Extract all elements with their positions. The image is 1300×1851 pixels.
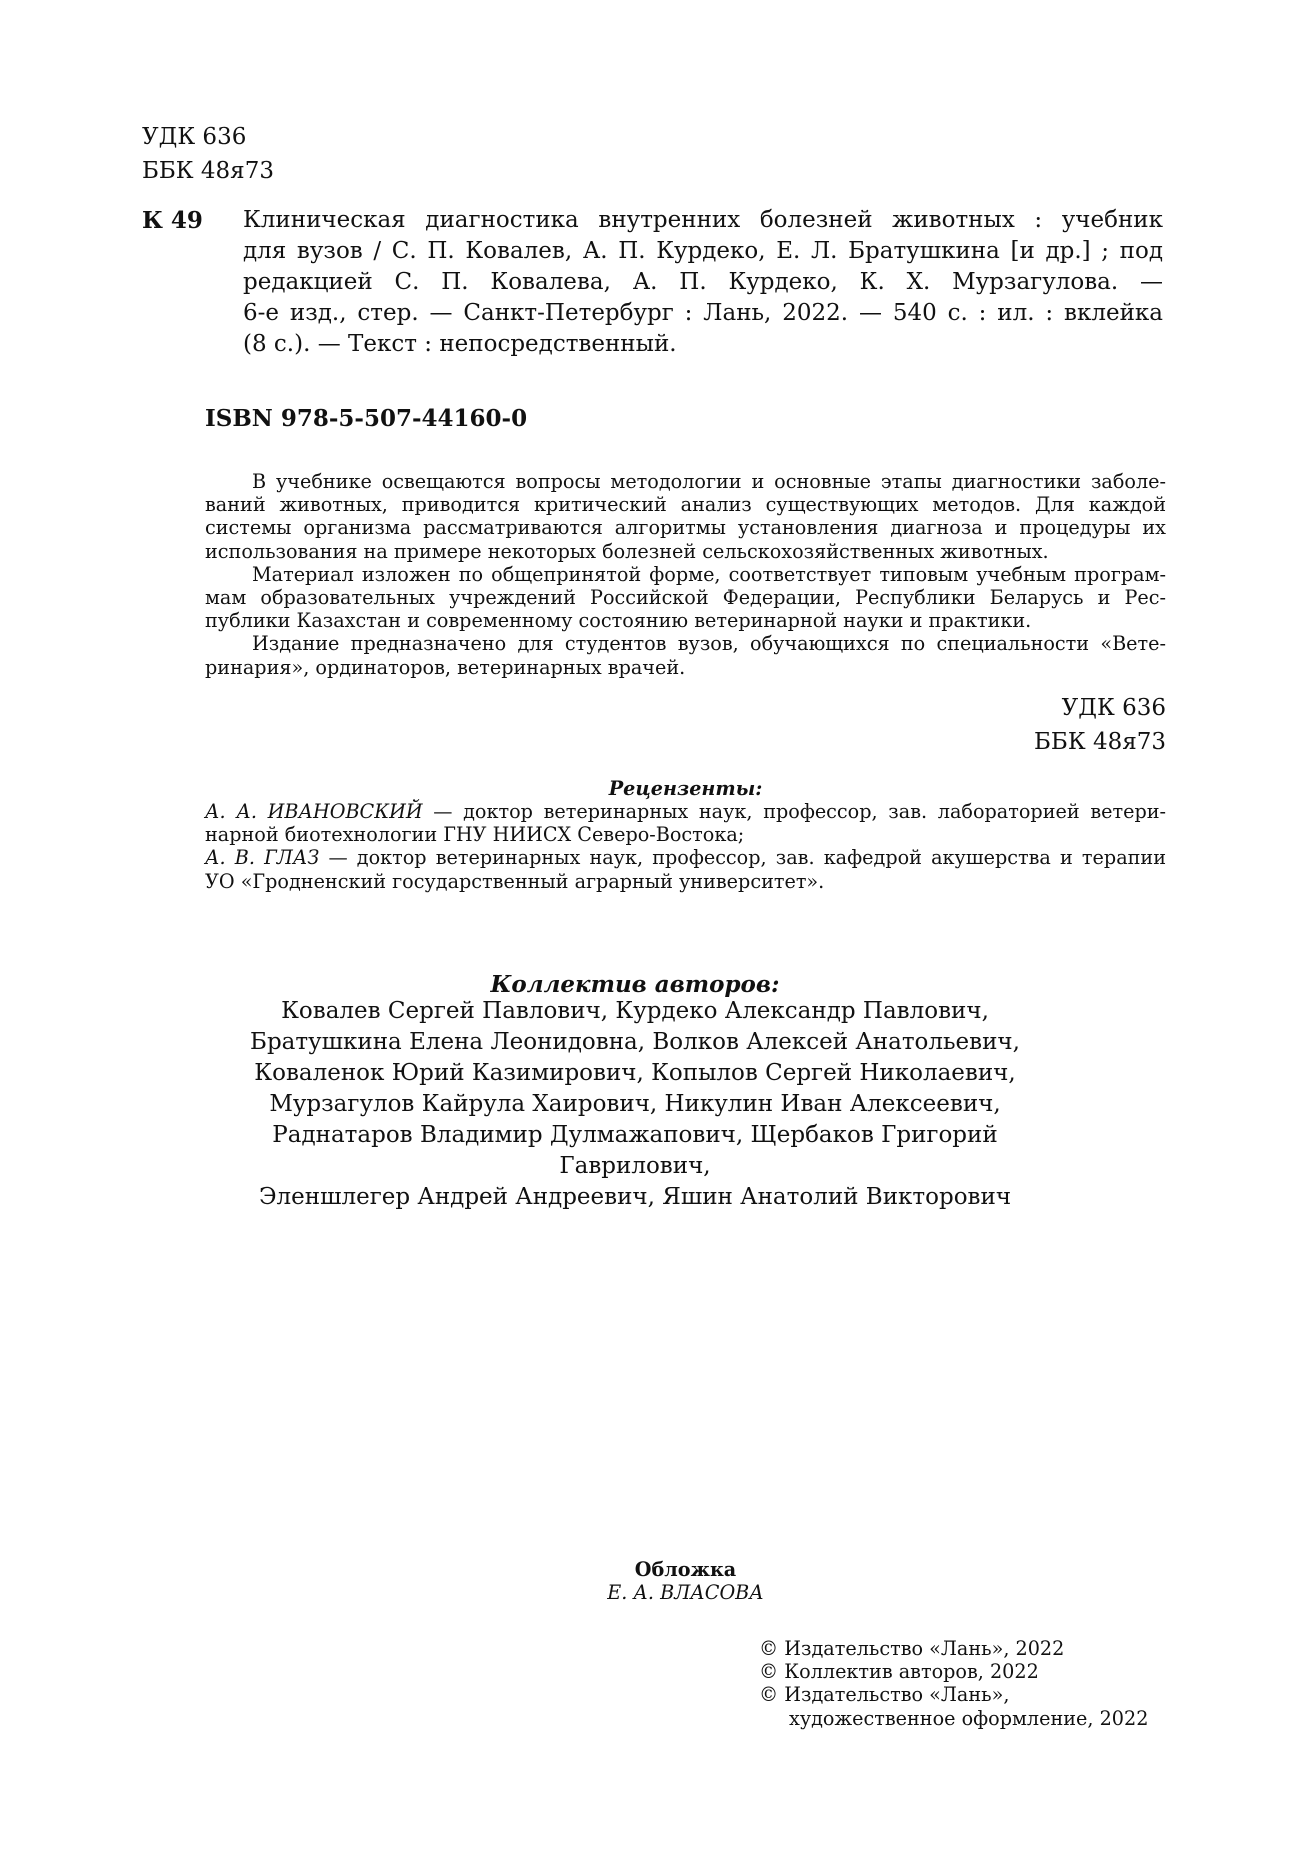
reviewer-name: А. А. ИВАНОВСКИЙ [205,800,423,823]
isbn: ISBN 978-5-507-44160-0 [205,405,528,432]
abstract-line: Издание предназначено для студентов вузов, обучающихся по специальности «Вете- [252,632,1166,656]
abstract-line: Материал изложен по общепринятой форме, соответствует типовым учебным програм- [252,562,1166,586]
authors-line: Эленшлегер Андрей Андреевич, Яшин Анатолий Викторович [258,1184,1012,1210]
catalog-code: К 49 [142,207,203,234]
reviewer-name: А. В. ГЛАЗ [205,846,320,870]
catalog-line: (8 с.). — Текст : непосредственный. [243,331,677,357]
reviewer-desc: — доктор ветеринарных наук, профессор, зав. лабораторией ветери- [422,800,1166,823]
reviewers-title: Рецензенты: [608,777,763,800]
header-bbk: ББК 48я73 [142,158,274,184]
reviewer-entry [205,846,1166,869]
authors-title: Коллектив авторов: [490,971,780,998]
copyright-line: художественное оформление, 2022 [789,1706,1149,1730]
authors-line: Мурзагулов Кайрула Хаирович, Никулин Иван Алексеевич, [269,1091,1001,1117]
copyright-line: © Издательство «Лань», 2022 [759,1637,1065,1660]
abstract-line: системы организма рассматриваются алгоритмы установления диагноза и процедуры их [205,516,1166,540]
abstract-line: публики Казахстан и современному состоянию ветеринарной науки и практики. [205,609,1032,633]
catalog-line: 6-е изд., стер. — Санкт-Петербург : Лань, 2022. — 540 с. : ил. : вклейка [243,300,1163,326]
catalog-description [243,205,1163,360]
reviewer-desc-cont: УО «Гродненский государственный аграрный университет». [205,869,825,893]
copyright [759,1637,1179,1730]
authors-line: Ковалев Сергей Павлович, Курдеко Александр Павлович, [281,998,989,1024]
cover-title: Обложка [634,1558,737,1581]
catalog-line: редакцией С. П. Ковалева, А. П. Курдеко, К. Х. Мурзагулова. — [243,269,1163,295]
authors-line: Коваленок Юрий Казимирович, Копылов Сергей Николаевич, [254,1060,1016,1086]
copyright-line: © Коллектив авторов, 2022 [759,1660,1039,1684]
abstract-line: ринария», ординаторов, ветеринарных врачей. [205,655,686,679]
authors-line: Раднатаров Владимир Дулмажапович, Щербаков Григорий Гаврилович, [272,1122,998,1179]
cover-designer: Е. А. ВЛАСОВА [607,1581,764,1604]
abstract-line: В учебнике освещаются вопросы методологии и основные этапы диагностики заболе- [252,470,1166,493]
reviewer-desc-cont: нарной биотехнологии ГНУ НИИСХ Северо-Востока; [205,823,745,847]
catalog-line: Клиническая диагностика внутренних болезней животных : учебник [243,207,1163,233]
authors-list [205,996,1065,1213]
reviewer-entry [205,800,1166,823]
catalog-line: для вузов / С. П. Ковалев, А. П. Курдеко, Е. Л. Братушкина [и др.] ; под [243,238,1163,264]
abstract [205,470,1166,679]
copyright-line: © Издательство «Лань», [759,1683,1010,1707]
reviewers [205,800,1166,893]
abstract-udk: УДК 636 [1061,695,1166,721]
abstract-line: использования на примере некоторых болезней сельскохозяйственных животных. [205,539,1049,563]
abstract-line: ваний животных, приводится критический анализ существующих методов. Для каждой [205,493,1166,517]
abstract-line: мам образовательных учреждений Российской Федерации, Республики Беларусь и Рес- [205,586,1166,610]
reviewer-desc: — доктор ветеринарных наук, профессор, зав. кафедрой акушерства и терапии [319,846,1166,870]
authors-line: Братушкина Елена Леонидовна, Волков Алексей Анатольевич, [250,1029,1020,1055]
abstract-bbk: ББК 48я73 [1034,729,1166,755]
header-udk: УДК 636 [142,124,247,150]
